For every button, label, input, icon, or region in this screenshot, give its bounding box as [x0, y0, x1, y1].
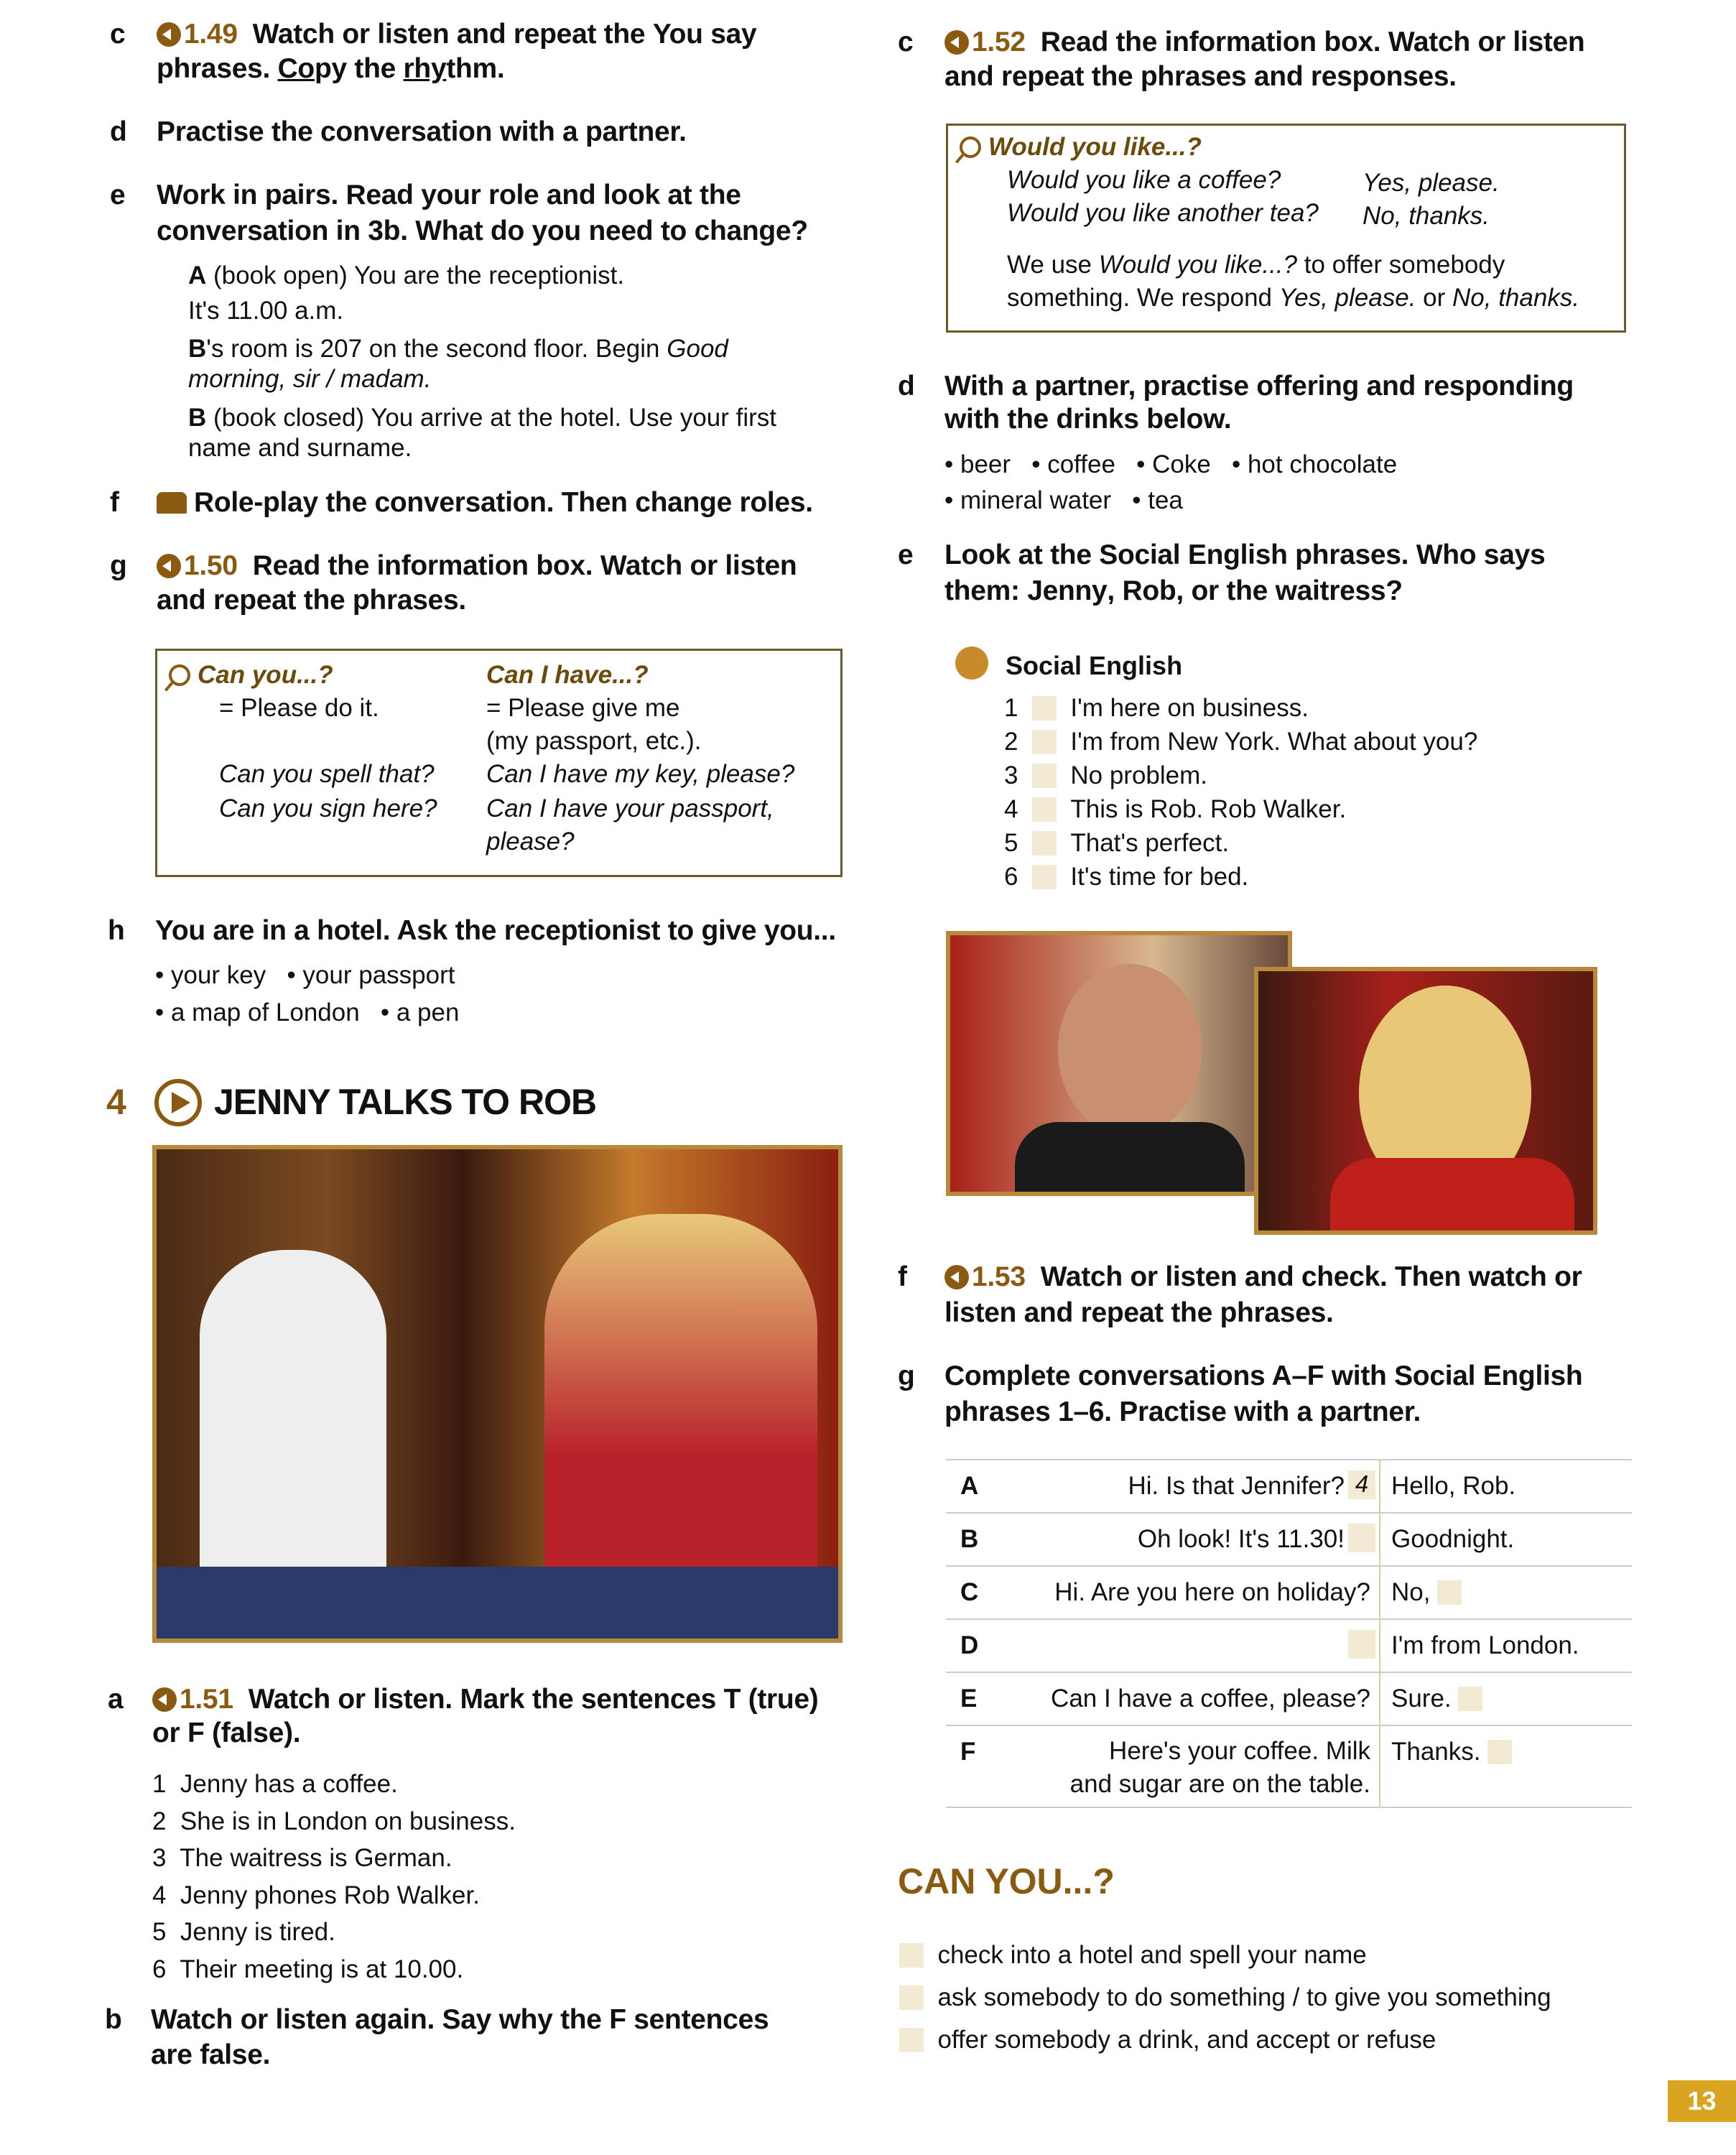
- exercise-letter-e-right: e: [898, 539, 914, 570]
- exercise-g-right-line1: Complete conversations A–F with Social English: [944, 1361, 1583, 1391]
- role-b: B (book closed) You arrive at the hotel. Use your first: [188, 404, 777, 432]
- audio-icon[interactable]: [944, 30, 969, 55]
- answer-box[interactable]: [1348, 1524, 1375, 1552]
- exercise-letter-g: g: [110, 550, 127, 581]
- exercise-letter-f-right: f: [898, 1261, 907, 1292]
- info-example: Can you sign here?: [219, 794, 437, 822]
- speech-bubble-icon: [955, 646, 988, 680]
- conversation-row-c: C Hi. Are you here on holiday? No,: [946, 1567, 1632, 1620]
- info-example: Would you like a coffee?: [1007, 166, 1281, 194]
- exercise-g-right-line2: phrases 1–6. Practise with a partner.: [944, 1396, 1421, 1427]
- info-example: Can I have your passport,: [486, 794, 774, 822]
- statement-6: 6 Their meeting is at 10.00.: [152, 1955, 464, 1983]
- section-title: JENNY TALKS TO ROB: [214, 1082, 597, 1122]
- role-b-name: name and surname.: [188, 434, 412, 462]
- exercise-c-line1: 1.49 Watch or listen and repeat the You say: [157, 19, 756, 50]
- role-b-room: B's room is 207 on the second floor. Begin Good: [188, 335, 728, 363]
- info-text: (my passport, etc.).: [486, 727, 702, 755]
- conversation-row-d: D I'm from London.: [946, 1620, 1632, 1673]
- exercise-e-line2: conversation in 3b. What do you need to change?: [157, 216, 808, 246]
- exercise-c-right-line1: 1.52 Read the information box. Watch or listen: [944, 27, 1584, 58]
- statement-3: 3 The waitress is German.: [152, 1844, 452, 1872]
- statement-1: 1 Jenny has a coffee.: [152, 1770, 398, 1798]
- can-you-checklist: [899, 1934, 1551, 2061]
- exercise-letter-a: a: [108, 1684, 124, 1715]
- jenny-jacket: [1330, 1158, 1574, 1235]
- role-b-greeting: morning, sir / madam.: [188, 365, 432, 393]
- social-phrase: 1 I'm here on business.: [1004, 694, 1309, 722]
- exercise-e-right-line2: them: Jenny, Rob, or the waitress?: [944, 575, 1403, 606]
- answer-box[interactable]: [1032, 730, 1057, 754]
- info-note-line1: We use Would you like...? to offer somebody: [1007, 251, 1505, 279]
- exercise-letter-c: c: [110, 19, 126, 50]
- info-box-heading-1: Can you...?: [169, 661, 333, 690]
- conversation-row-f: F Here's your coffee. Milk and sugar are on the table. Thanks.: [946, 1726, 1632, 1808]
- answer-box[interactable]: [1458, 1687, 1482, 1711]
- info-note-line2: something. We respond Yes, please. or No, thanks.: [1007, 284, 1580, 312]
- exercise-d-text: Practise the conversation with a partner.: [157, 116, 687, 147]
- exercise-letter-e: e: [110, 180, 126, 210]
- exercise-d-right-line2: with the drinks below.: [944, 404, 1232, 435]
- magnifier-icon: [960, 136, 981, 158]
- info-box-would-you-like: [946, 124, 1626, 333]
- info-example: please?: [486, 828, 575, 856]
- info-box-heading: Would you like...?: [960, 133, 1202, 162]
- info-example: No, thanks.: [1363, 202, 1490, 230]
- magnifier-icon: [169, 664, 190, 686]
- checkbox[interactable]: [899, 1985, 924, 2010]
- answer-box[interactable]: 4: [1348, 1470, 1375, 1499]
- social-english-title: Social English: [1006, 651, 1183, 680]
- exercise-e-line1: Work in pairs. Read your role and look at the: [157, 180, 741, 210]
- exercise-c-right-line2: and repeat the phrases and responses.: [944, 61, 1457, 92]
- exercise-e-right-line1: Look at the Social English phrases. Who says: [944, 539, 1546, 570]
- can-you-heading: CAN YOU...?: [898, 1861, 1115, 1901]
- info-example: Yes, please.: [1363, 169, 1500, 197]
- bullet-list: • a map of London • a pen: [155, 998, 460, 1026]
- answer-box[interactable]: [1032, 696, 1057, 720]
- exercise-d-right-line1: With a partner, practise offering and responding: [944, 371, 1574, 402]
- bullet-list: • your key • your passport: [155, 961, 455, 989]
- social-phrase: 6 It's time for bed.: [1004, 863, 1249, 891]
- exercise-f-right-line2: listen and repeat the phrases.: [944, 1297, 1334, 1328]
- exercise-letter-g-right: g: [898, 1361, 915, 1391]
- answer-box[interactable]: [1487, 1740, 1512, 1764]
- exercise-a-line2: or F (false).: [152, 1718, 301, 1748]
- exercise-f-right-line1: 1.53 Watch or listen and check. Then watch or: [944, 1261, 1582, 1293]
- can-you-item: check into a hotel and spell your name: [899, 1934, 1551, 1976]
- info-box-can-you: [155, 649, 843, 877]
- exercise-f-text: Role-play the conversation. Then change roles.: [157, 487, 813, 519]
- exercise-letter-d: d: [110, 116, 127, 147]
- exercise-letter-b: b: [105, 2004, 122, 2035]
- checkbox[interactable]: [899, 2028, 924, 2052]
- true-false-list: [152, 1766, 516, 1988]
- exercise-letter-d-right: d: [898, 371, 915, 402]
- photo-jenny-on-phone: [1254, 967, 1597, 1235]
- conversation-row-a: A Hi. Is that Jennifer? 4 Hello, Rob.: [946, 1460, 1632, 1514]
- drinks-list: • beer • coffee • Coke • hot chocolate: [944, 450, 1398, 478]
- info-text: = Please do it.: [219, 694, 379, 722]
- can-you-item: ask somebody to do something / to give you something: [899, 1976, 1551, 2019]
- audio-icon[interactable]: [157, 22, 181, 47]
- conversation-row-e: E Can I have a coffee, please? Sure.: [946, 1673, 1632, 1726]
- answer-box[interactable]: [1032, 764, 1057, 788]
- exercise-b-line2: are false.: [151, 2039, 271, 2070]
- photo-rob-on-phone: [946, 931, 1292, 1196]
- info-box-heading-2: Can I have...?: [486, 661, 649, 689]
- exercise-a-line1: 1.51 Watch or listen. Mark the sentences T (true): [152, 1684, 819, 1715]
- statement-5: 5 Jenny is tired.: [152, 1918, 335, 1946]
- statement-2: 2 She is in London on business.: [152, 1807, 516, 1835]
- can-you-item: offer somebody a drink, and accept or refuse: [899, 2019, 1551, 2061]
- pair-work-icon: [157, 492, 187, 514]
- exercise-c-line2: phrases. Copy the rhythm.: [157, 53, 505, 84]
- rob-shirt: [1015, 1122, 1245, 1196]
- audio-icon[interactable]: [152, 1687, 177, 1712]
- page-number: 13: [1668, 2080, 1736, 2122]
- social-english-list: [1004, 691, 1477, 894]
- photo-jenny-and-waitress: [152, 1145, 843, 1643]
- exercise-b-line1: Watch or listen again. Say why the F sentences: [151, 2004, 769, 2035]
- drinks-list: • mineral water • tea: [944, 486, 1183, 514]
- social-phrase: 5 That's perfect.: [1004, 829, 1230, 857]
- answer-box[interactable]: [1348, 1630, 1375, 1659]
- info-example: Can I have my key, please?: [486, 760, 795, 788]
- rob-face: [1058, 964, 1202, 1136]
- audio-icon[interactable]: [157, 554, 181, 578]
- info-text: = Please give me: [486, 694, 680, 722]
- social-phrase: 4 This is Rob. Rob Walker.: [1004, 795, 1347, 823]
- play-video-icon[interactable]: [154, 1079, 202, 1126]
- exercise-h-text: You are in a hotel. Ask the receptionist to give you...: [155, 915, 836, 946]
- info-example: Can you spell that?: [219, 760, 435, 788]
- answer-box[interactable]: [1032, 865, 1057, 889]
- statement-4: 4 Jenny phones Rob Walker.: [152, 1881, 480, 1909]
- answer-box[interactable]: [1032, 797, 1057, 822]
- social-phrase: 3 No problem.: [1004, 761, 1208, 789]
- audio-icon[interactable]: [944, 1265, 969, 1289]
- exercise-letter-h: h: [108, 915, 125, 946]
- conversation-row-b: B Oh look! It's 11.30! Goodnight.: [946, 1514, 1632, 1567]
- answer-box[interactable]: [1437, 1580, 1462, 1605]
- checkbox[interactable]: [899, 1943, 924, 1968]
- info-example: Would you like another tea?: [1007, 199, 1319, 227]
- exercise-letter-f: f: [110, 487, 119, 518]
- counter: [157, 1567, 838, 1639]
- exercise-letter-c-right: c: [898, 27, 914, 57]
- section-number: 4: [106, 1082, 126, 1122]
- exercise-g-line1: 1.50 Read the information box. Watch or listen: [157, 550, 797, 582]
- exercise-g-line2: and repeat the phrases.: [157, 585, 466, 616]
- role-a: A (book open) You are the receptionist.: [188, 261, 625, 289]
- social-phrase: 2 I'm from New York. What about you?: [1004, 728, 1478, 756]
- role-a-time: It's 11.00 a.m.: [188, 297, 344, 325]
- answer-box[interactable]: [1032, 831, 1057, 856]
